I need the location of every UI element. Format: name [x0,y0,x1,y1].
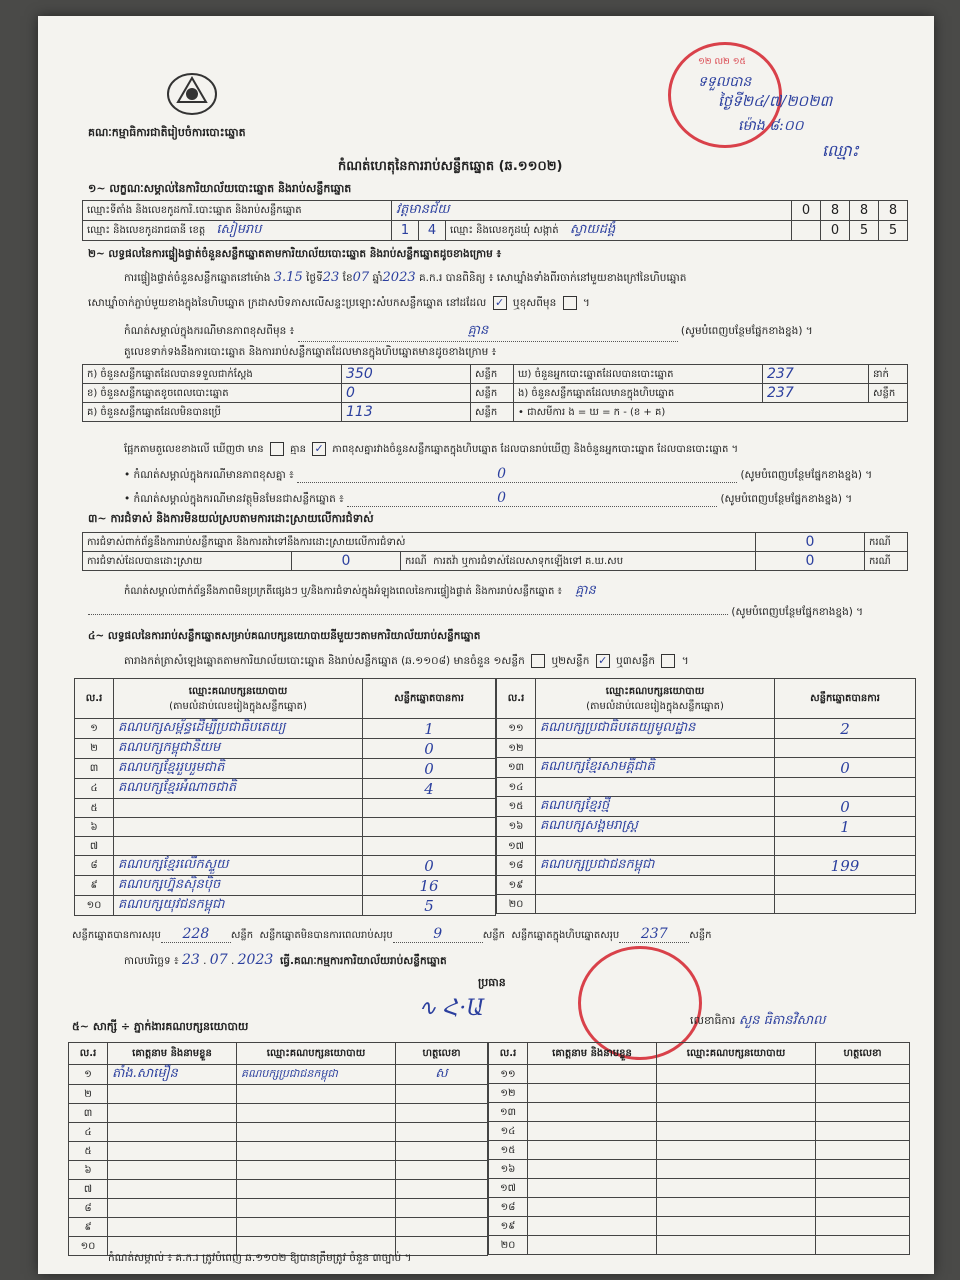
witness-row [489,1122,910,1141]
row-number: ១៧ [497,837,536,856]
witness-cell [657,1103,816,1122]
chair-signature: ∿ Հ·Ա [418,996,485,1021]
witness-name [108,1161,237,1180]
witness-cell [528,1217,657,1236]
location-name-label: ឈ្មោះទីតាំង និងលេខកូដការិ.បោះឆ្នោត និងរាប់សន្លឹកឆ្នោត [83,201,392,221]
party-name: គណបក្សខ្មែររួបរួមជាតិ [114,759,363,779]
witness-cell [657,1236,816,1255]
seal-note: កំណត់សម្គាល់ក្នុងករណីមានភាពខុសពីមុន ៖ គ្មាន (សូមបំពេញបន្ថែមផ្នែកខាងខ្នង) ។ [124,322,813,342]
box-ballots-label: ង) ចំនួនសន្លឹកឆ្នោតដែលមានក្នុងហិបឆ្នោត [514,384,763,403]
party-votes [363,837,496,856]
witness-party [237,1199,396,1218]
row-number: ១០ [69,1237,108,1256]
result-row [75,896,496,916]
party-votes [363,818,496,837]
ballot-count-form [38,16,934,1274]
witness-party [237,1218,396,1237]
witness-row [69,1085,488,1104]
party-votes [775,739,916,758]
voters-value: 237 [763,365,869,384]
party-name: គណបក្សហ្វ៊ុនស៊ិនប៉ិច [114,876,363,896]
total-valid: 228 [182,926,210,942]
object-note: • កំណត់សម្គាល់ក្នុងករណីមានវត្ថុមិនមែនជាសន្លឹកឆ្នោត ៖ 0 (សូមបំពេញបន្ថែមផ្នែកខាងខ្នង) ។ [124,490,853,506]
section2-heading: ២~ លទ្ធផលនៃការផ្ទៀងផ្ទាត់ចំនួនសន្លឹកឆ្នោតតាមការិយាល័យបោះឆ្នោត និងរាប់សន្លឹកឆ្នោតដូចខាងក្រោម ៖ [88,248,502,260]
row-number: ៩ [75,876,114,896]
row-number: ៣ [75,759,114,779]
party-name: គណបក្សយុវជនកម្ពុជា [114,896,363,916]
party-name [114,818,363,837]
chair-label: ប្រធាន [478,976,506,989]
row-number: ១១ [497,719,536,739]
witness-table-right: ល.រ គោត្តនាម និងនាមខ្លួន ឈ្មោះគណបក្សនយោបាយ ហត្ថលេខា ១១ ១២ ១៣ ១៤ ១៥ ១៦ ១៧ ១៨ ១៩ ២០ [488,1042,910,1255]
footer-note: កំណត់សម្គាល់ ៖ គ.ក.រ ត្រូវបំពេញ ឆ.១១០២ ឱ្យបានត្រឹមត្រូវ ចំនួន ៣ច្បាប់ ។ [108,1252,412,1264]
stamp-ring-text: ១២ ល២ ១៥ [698,57,746,67]
row-number: ១៤ [489,1122,528,1141]
witness-cell [657,1160,816,1179]
received-ballots-label: ក) ចំនួនសន្លឹកឆ្នោតដែលបានទទួលជាក់ស្តែង [83,365,342,384]
result-row [497,856,916,876]
party-name: គណបក្សខ្មែរសាមគ្គីជាតិ [536,758,775,778]
party-votes [363,799,496,818]
row-number: ១៩ [489,1217,528,1236]
result-row [75,799,496,818]
witness-name [108,1199,237,1218]
party-votes: 0 [363,856,496,876]
party-votes: 4 [363,779,496,799]
witness-signature [396,1180,488,1199]
difference-yes-checkbox[interactable] [270,442,284,456]
verify-month: 07 [352,270,370,285]
row-number: ១ [75,719,114,739]
form-title: កំណត់ហេតុនៃការរាប់សន្លឹកឆ្នោត (ឆ.១១០២) [338,159,563,174]
location-code-digit: 0 [792,201,821,221]
escalated-label: ករណី ការតវ៉ា ឬការជំទាស់ដែលសាទុកឡើងទៅ គ.ឃ.សប [401,552,756,571]
location-code-digit: 8 [879,201,908,221]
party-votes [775,895,916,914]
witness-signature: ស [396,1065,488,1085]
total-box: 237 [640,926,668,942]
verify-year: 2023 [382,270,416,285]
secretary-label: លេខាធិការ សួន ធិតានវិសាល [690,1013,826,1028]
witness-row [69,1065,488,1085]
row-number: ១៣ [489,1103,528,1122]
witness-cell [657,1065,816,1084]
row-number: ៧ [75,837,114,856]
witness-cell [816,1217,910,1236]
witness-name [108,1104,237,1123]
result-row [75,837,496,856]
result-row [75,818,496,837]
row-number: ២០ [489,1236,528,1255]
three-sheet-checkbox[interactable] [661,654,675,668]
witness-signature [396,1123,488,1142]
witness-name: តាំង.សាមឿន [108,1065,237,1085]
changed-checkbox[interactable] [563,296,577,310]
objection-value: 0 [756,533,865,552]
witness-row [69,1199,488,1218]
seal-note-value: គ្មាន [467,323,489,338]
witness-party [237,1104,396,1123]
party-name: គណបក្សកម្ពុជានិយម [114,739,363,759]
row-number: ៤ [75,779,114,799]
row-number: ១៨ [489,1198,528,1217]
witness-cell [528,1065,657,1084]
witness-party [237,1180,396,1199]
party-votes: 0 [775,758,916,778]
witness-cell [816,1065,910,1084]
stamp-received: ទទួលបាន [698,74,752,90]
witness-name [108,1123,237,1142]
commune-value: ស្វាយដង្គំ [569,222,616,237]
section4-heading: ៤~ លទ្ធផលនៃការរាប់សន្លឹកឆ្នោតសម្រាប់គណបក្សនយោបាយនីមួយៗតាមការិយាល័យរាប់សន្លឹកឆ្នោត [88,630,481,642]
secretary-name: សួន ធិតានវិសាល [738,1013,826,1028]
witness-table-left: ល.រ គោត្តនាម និងនាមខ្លួន ឈ្មោះគណបក្សនយោបាយ ហត្ថលេខា ១ តាំង.សាមឿន គណបក្សប្រជាជនកម្ពុជា ស ២ ៣ ៤ ៥ ៦ ៧ ៨ ៩ ១០ [68,1042,488,1256]
witness-party [237,1161,396,1180]
row-number: ៩ [69,1218,108,1237]
witness-party [237,1142,396,1161]
witness-row [69,1123,488,1142]
result-row [497,817,916,837]
witness-cell [816,1179,910,1198]
row-number: ៤ [69,1123,108,1142]
party-votes: 0 [775,797,916,817]
witness-name [108,1142,237,1161]
row-number: ៧ [69,1180,108,1199]
witness-cell [816,1084,910,1103]
party-name [536,837,775,856]
witness-cell [528,1236,657,1255]
party-votes [775,778,916,797]
witness-cell [528,1122,657,1141]
witness-signature [396,1161,488,1180]
location-code-digit: 8 [850,201,879,221]
party-name [114,837,363,856]
party-votes [775,837,916,856]
province-code-digit: 4 [419,221,446,241]
witness-row [489,1198,910,1217]
commune-code-digit: 5 [879,221,908,241]
row-number: ១៦ [489,1160,528,1179]
result-row [497,876,916,895]
row-number: ១៤ [497,778,536,797]
result-row [75,779,496,799]
witness-signature [396,1104,488,1123]
stamp-signature: ឈ្មោះ [822,141,859,160]
witness-cell [657,1084,816,1103]
witness-name [108,1180,237,1199]
party-name: គណបក្សខ្មែរថ្មី [536,797,775,817]
result-row [75,719,496,739]
party-votes: 2 [775,719,916,739]
row-number: ៣ [69,1104,108,1123]
row-number: ១៨ [497,856,536,876]
row-number: ១៦ [497,817,536,837]
party-name: គណបក្សសង្គមរាស្ត្រ [536,817,775,837]
row-number: ១៩ [497,876,536,895]
witness-row [489,1065,910,1084]
row-number: ៨ [75,856,114,876]
witness-cell [528,1198,657,1217]
province-value: សៀមរាប [216,222,262,237]
witness-cell [657,1122,816,1141]
received-ballots-value: 350 [342,365,471,384]
witness-signature [396,1199,488,1218]
objection-table: ការជំទាស់ពាក់ព័ន្ធនឹងការរាប់សន្លឹកឆ្នោត និងការតវ៉ាទៅនឹងការដោះស្រាយលើការជំទាស់ 0 ករណី ការជំទាស់ដែលបានដោះស្រាយ 0 ករណី ការតវ៉ា ឬការជំទាស់ដែលសាទុកឡើងទៅ គ.ឃ.សប 0 ករណី [82,532,908,571]
witness-signature [396,1085,488,1104]
unchanged-checkbox[interactable]: ✓ [493,296,507,310]
party-name [536,739,775,758]
two-sheet-checkbox[interactable]: ✓ [596,654,610,668]
row-number: ១៥ [489,1141,528,1160]
unused-ballots-value: 113 [342,403,471,422]
party-name [536,778,775,797]
irregularity-note: កំណត់សម្គាល់ពាក់ព័ន្ធនឹងភាពមិនប្រក្រតីផ្សេងៗ ឬ/និងការជំទាស់ក្នុងអំឡុងពេលនៃការផ្ទៀងផ្ទាត់ និងការរាប់សន្លឹកឆ្នោត ៖ គ្មាន [124,583,596,598]
commune-label: ឈ្មោះ និងលេខកូដឃុំ សង្កាត់ ស្វាយដង្គំ [446,221,792,241]
box-ballots-value: 237 [763,384,869,403]
witness-name [108,1085,237,1104]
results-table-left: ល.រ ឈ្មោះគណបក្សនយោបាយ (តាមលំដាប់លេខរៀងក្នុងសន្លឹកឆ្នោត) សន្លឹកឆ្នោតបានការ ១ គណបក្សសម្ព័ន្ធដើម្បីប្រជាធិបតេយ្យ 1 ២ គណបក្សកម្ពុជានិយម 0 ៣ គណបក្សខ្មែររួបរួមជាតិ 0 ៤ គណបក្សខ្មែរអំណាចជាតិ 4 ៥ ៦ ៧ ៨ គណបក្សខ្មែរលើកស្ទួយ 0 ៩ គណបក្សហ្វ៊ុនស៊ិនប៉ិច 16 ១០ គណបក្សយុវជនកម្ពុជា 5 [74,678,496,916]
row-number: ១២ [497,739,536,758]
result-row [497,719,916,739]
party-name [114,799,363,818]
resolved-value: 0 [292,552,401,571]
witness-signature [396,1142,488,1161]
section3-heading: ៣~ ការជំទាស់ និងការមិនយល់ស្របតាមការដោះស្រាយលើការជំទាស់ [88,512,374,525]
party-name: គណបក្សខ្មែរអំណាចជាតិ [114,779,363,799]
province-label: ឈ្មោះ និងលេខកូដរាជធានី ខេត្ត សៀមរាប [83,221,392,241]
row-number: ១១ [489,1065,528,1084]
spoiled-ballots-label: ខ) ចំនួនសន្លឹកឆ្នោតខូចពេលបោះឆ្នោត [83,384,342,403]
witness-cell [528,1103,657,1122]
witness-cell [657,1179,816,1198]
party-name: គណបក្សខ្មែរលើកស្ទួយ [114,856,363,876]
witness-row [489,1236,910,1255]
result-row [75,759,496,779]
difference-line: ផ្អែកតាមតួលេខខាងលើ ឃើញថា មាន គ្មាន ✓ ភាពខុសគ្នារវាងចំនួនសន្លឹកឆ្នោតក្នុងហិបឆ្នោត ដែលបានរាប់ឃើញ និងចំនួនអ្នកបោះឆ្នោត ដែលបានបោះឆ្នោត ។ [124,442,739,455]
witness-party [237,1123,396,1142]
witness-cell [816,1122,910,1141]
irregularity-hint: (សូមបំពេញបន្ថែមផ្នែកខាងខ្នង) ។ [88,606,863,621]
row-number: ១២ [489,1084,528,1103]
row-number: ៨ [69,1199,108,1218]
date-line: កាលបរិច្ឆេទ ៖ 23 . 07 . 2023 ធ្វើ.គណៈកម្មការការិយាល័យរាប់សន្លឹកឆ្នោត [124,952,447,968]
location-name-value: វត្តមានជ័យ [392,201,792,221]
witness-cell [657,1217,816,1236]
party-name: គណបក្សសម្ព័ន្ធដើម្បីប្រជាធិបតេយ្យ [114,719,363,739]
row-number: ១៥ [497,797,536,817]
witness-row [69,1104,488,1123]
stamp-time: ម៉ោង ៨:០០ [738,118,804,134]
party-votes: 0 [363,759,496,779]
witness-row [69,1161,488,1180]
sheet-count-line: តារាងកត់ត្រាសំឡេងឆ្នោតតាមការិយាល័យបោះឆ្នោត និងរាប់សន្លឹកឆ្នោត (ឆ.១១០៨) មានចំនួន ១សន្លឹក ឬ២សន្លឹក ✓ ឬ៣សន្លឹក ។ [124,654,689,667]
totals-line: សន្លឹកឆ្នោតបានការសរុប 228 សន្លឹក សន្លឹកឆ្នោតមិនបានការពេលរាប់សរុប 9 សន្លឹក សន្លឹកឆ្នោតក្នុងហិបឆ្នោតសរុប 237 សន្លឹក [72,926,712,942]
party-name [536,895,775,914]
location-table [82,200,908,241]
witness-row [489,1103,910,1122]
party-votes: 1 [775,817,916,837]
objection-label: ការជំទាស់ពាក់ព័ន្ធនឹងការរាប់សន្លឹកឆ្នោត និងការតវ៉ាទៅនឹងការដោះស្រាយលើការជំទាស់ [83,533,756,552]
witness-cell [528,1179,657,1198]
party-votes: 0 [363,739,496,759]
province-code-digit: 1 [392,221,419,241]
row-number: ១៣ [497,758,536,778]
witness-cell [816,1141,910,1160]
party-name: គណបក្សប្រជាជនកម្ពុជា [536,856,775,876]
unused-ballots-label: គ) ចំនួនសន្លឹកឆ្នោតដែលមិនបានប្រើ [83,403,342,422]
verify-line: ការផ្ទៀងផ្ទាត់ចំនួនសន្លឹកឆ្នោតនៅម៉ោង 3.15 ថ្ងៃទី23 ខែ07 ឆ្នាំ2023 គ.ក.រ បានពិនិត្យ ៖ សោឃ្នាំងទាំងពីរចាក់នៅមួយខាងក្រៅនៃហិបឆ្នោត [124,270,687,285]
witness-row [489,1084,910,1103]
result-row [497,739,916,758]
row-number: ១ [69,1065,108,1085]
commission-emblem-icon [164,68,220,118]
commune-code-digit: 0 [821,221,850,241]
witness-row [69,1142,488,1161]
row-number: ៥ [69,1142,108,1161]
result-row [497,797,916,817]
witness-row [489,1217,910,1236]
result-row [75,876,496,896]
section1-heading: ១~ លក្ខណៈសម្គាល់នៃការិយាល័យបោះឆ្នោត និងរាប់សន្លឹកឆ្នោត [88,182,352,195]
witness-row [489,1160,910,1179]
spoiled-ballots-value: 0 [342,384,471,403]
equation: • ជាសមីការ ង = ឃ = ក - (ខ + គ) [514,403,908,422]
witness-cell [816,1198,910,1217]
resolved-label: ការជំទាស់ដែលបានដោះស្រាយ [83,552,292,571]
figures-table: ក) ចំនួនសន្លឹកឆ្នោតដែលបានទទួលជាក់ស្តែង 350 សន្លឹក ឃ) ចំនួនអ្នកបោះឆ្នោតដែលបានបោះឆ្នោត 237 នាក់ ខ) ចំនួនសន្លឹកឆ្នោតខូចពេលបោះឆ្នោត 0 សន្លឹក ង) ចំនួនសន្លឹកឆ្នោតដែលមានក្នុងហិបឆ្នោត 237 សន្លឹក គ) ចំនួនសន្លឹកឆ្នោតដែលមិនបានប្រើ 113 សន្លឹក • ជាសមីការ ង = ឃ = ក - (ខ + គ) [82,364,908,422]
row-number: ៦ [75,818,114,837]
row-number: ២ [75,739,114,759]
result-row [497,895,916,914]
witness-cell [528,1141,657,1160]
result-row [497,837,916,856]
party-votes: 1 [363,719,496,739]
section5-heading: ៥~ សាក្សី ÷ ភ្នាក់ងារគណបក្សនយោបាយ [72,1020,249,1033]
results-table-right: ល.រ ឈ្មោះគណបក្សនយោបាយ (តាមលំដាប់លេខរៀងក្នុងសន្លឹកឆ្នោត) សន្លឹកឆ្នោតបានការ ១១ គណបក្សប្រជាធិបតេយ្យមូលដ្ឋាន 2 ១២ ១៣ គណបក្សខ្មែរសាមគ្គីជាតិ 0 ១៤ ១៥ គណបក្សខ្មែរថ្មី 0 ១៦ គណបក្សសង្គមរាស្ត្រ 1 ១៧ ១៨ គណបក្សប្រជាជនកម្ពុជា 199 ១៩ ២០ [496,678,916,914]
party-votes [775,876,916,895]
witness-party [237,1085,396,1104]
party-name [536,876,775,895]
figures-intro: តួលេខទាក់ទងនឹងការបោះឆ្នោត និងការរាប់សន្លឹកឆ្នោតដែលមានក្នុងហិបឆ្នោតមានដូចខាងក្រោម ៖ [124,346,497,358]
difference-no-checkbox[interactable]: ✓ [312,442,326,456]
party-votes: 5 [363,896,496,916]
row-number: ២០ [497,895,536,914]
verify-day: 23 [322,270,340,285]
stamp-date: ថ្ងៃទី២៤/៧/២០២៣ [718,92,833,110]
party-votes: 16 [363,876,496,896]
party-votes: 199 [775,856,916,876]
party-name: គណបក្សប្រជាធិបតេយ្យមូលដ្ឋាន [536,719,775,739]
witness-cell [657,1141,816,1160]
result-row [497,758,916,778]
witness-name [108,1218,237,1237]
witness-cell [816,1236,910,1255]
witness-row [489,1179,910,1198]
voters-label: ឃ) ចំនួនអ្នកបោះឆ្នោតដែលបានបោះឆ្នោត [514,365,763,384]
row-number: ៥ [75,799,114,818]
commune-code-digit: 5 [850,221,879,241]
result-row [497,778,916,797]
witness-cell [528,1084,657,1103]
total-invalid: 9 [433,926,443,942]
witness-signature [396,1218,488,1237]
witness-cell [657,1198,816,1217]
result-row [75,856,496,876]
row-number: ៦ [69,1161,108,1180]
escalated-value: 0 [756,552,865,571]
seal-line: សោឃ្នាំចាក់ភ្ជាប់មួយខាងក្នុងនៃហិបឆ្នោត ក្រដាសបិទភាសលើសន្ទះប្រឡោះសំបកសន្លឹកឆ្នោត នៅដដែល ✓ ឬខុសពីមុន ។ [88,296,590,309]
witness-cell [528,1160,657,1179]
one-sheet-checkbox[interactable] [531,654,545,668]
witness-row [489,1141,910,1160]
commission-name: គណៈកម្មាធិការជាតិរៀបចំការបោះឆ្នោត [88,126,246,139]
witness-party: គណបក្សប្រជាជនកម្ពុជា [237,1065,396,1085]
verify-time: 3.15 [273,270,303,285]
witness-row [69,1218,488,1237]
result-row [75,739,496,759]
witness-cell [816,1160,910,1179]
location-code-digit: 8 [821,201,850,221]
difference-note: • កំណត់សម្គាល់ក្នុងករណីមានភាពខុសគ្នា ៖ 0 (សូមបំពេញបន្ថែមផ្នែកខាងខ្នង) ។ [124,466,873,482]
witness-cell [816,1103,910,1122]
row-number: ១០ [75,896,114,916]
row-number: ១៧ [489,1179,528,1198]
row-number: ២ [69,1085,108,1104]
witness-row [69,1180,488,1199]
